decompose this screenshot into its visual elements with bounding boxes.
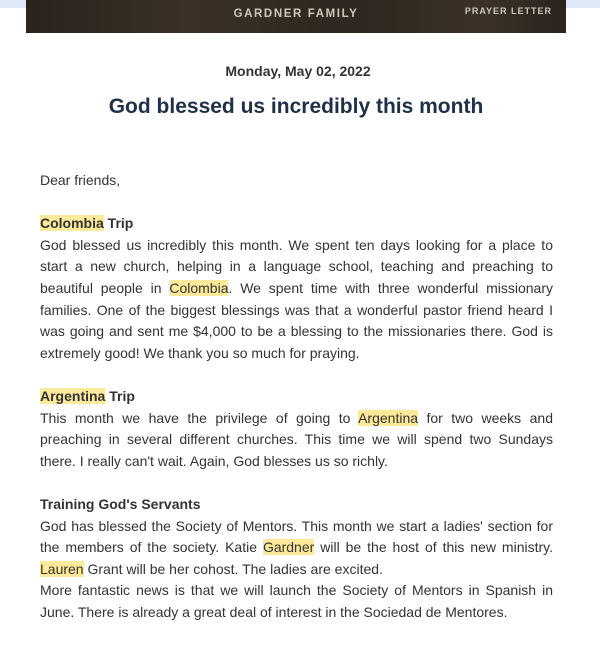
section-paragraph <box>40 408 553 473</box>
section-training-gods-servants <box>40 494 553 624</box>
highlighted-term: Gardner <box>262 539 315 556</box>
highlighted-term: Argentina <box>40 387 106 404</box>
paragraph-text: . We spent time with three wonderful missionary families. One of the biggest blessings was that a wonderful pastor friend heard I was going and sent me $4,000 to be a blessing to the missionaries there. God is extremely good! We thank you so much for praying. <box>40 279 553 361</box>
highlighted-term: Colombia <box>169 279 229 296</box>
section-argentina-trip <box>40 386 553 472</box>
paragraph-text: for two weeks and preaching in several different churches. This time we will spend two Sundays there. I really can't wait. Again, God blesses us so richly. <box>40 409 553 469</box>
banner-family-name: GARDNER FAMILY <box>233 8 359 20</box>
paragraph-text: God has blessed the Society of Mentors. This month we start a ladies' section for the members of the society. Katie <box>40 517 553 556</box>
paragraph-text: Grant will be her cohost. The ladies are excited. <box>83 560 383 577</box>
highlighted-term: Colombia <box>40 215 104 232</box>
highlighted-term: Argentina <box>358 409 419 426</box>
section-paragraph <box>40 235 553 365</box>
section-heading <box>40 213 553 235</box>
paragraph-text: God blessed us incredibly this month. We spent ten days looking for a place to start a new church, helping in a language school, teaching and preaching to beautiful people in <box>40 236 553 296</box>
paragraph-text: will be the host of this new ministry. <box>314 539 553 556</box>
header-banner <box>26 0 566 33</box>
section-colombia-trip <box>40 213 553 364</box>
section-heading-text: Trip <box>103 215 134 232</box>
paragraph-text: This month we have the privilege of going to <box>40 409 359 426</box>
section-heading-text: Trip <box>105 387 135 404</box>
section-heading <box>40 386 553 408</box>
section-paragraph <box>40 516 553 581</box>
letter-title: God blessed us incredibly this month <box>108 95 484 118</box>
section-heading: Training God's Servants <box>40 495 201 512</box>
banner-prayer-letter: PRAYER LETTER <box>464 6 552 16</box>
letter-date: Monday, May 02, 2022 <box>225 63 371 79</box>
letter-body <box>40 170 553 645</box>
section-paragraph: More fantastic news is that we will launch the Society of Mentors in Spanish in June. There is already a great deal of interest in the Sociedad de Mentores. <box>40 582 553 620</box>
highlighted-term: Lauren <box>40 560 84 577</box>
greeting: Dear friends, <box>40 172 121 188</box>
